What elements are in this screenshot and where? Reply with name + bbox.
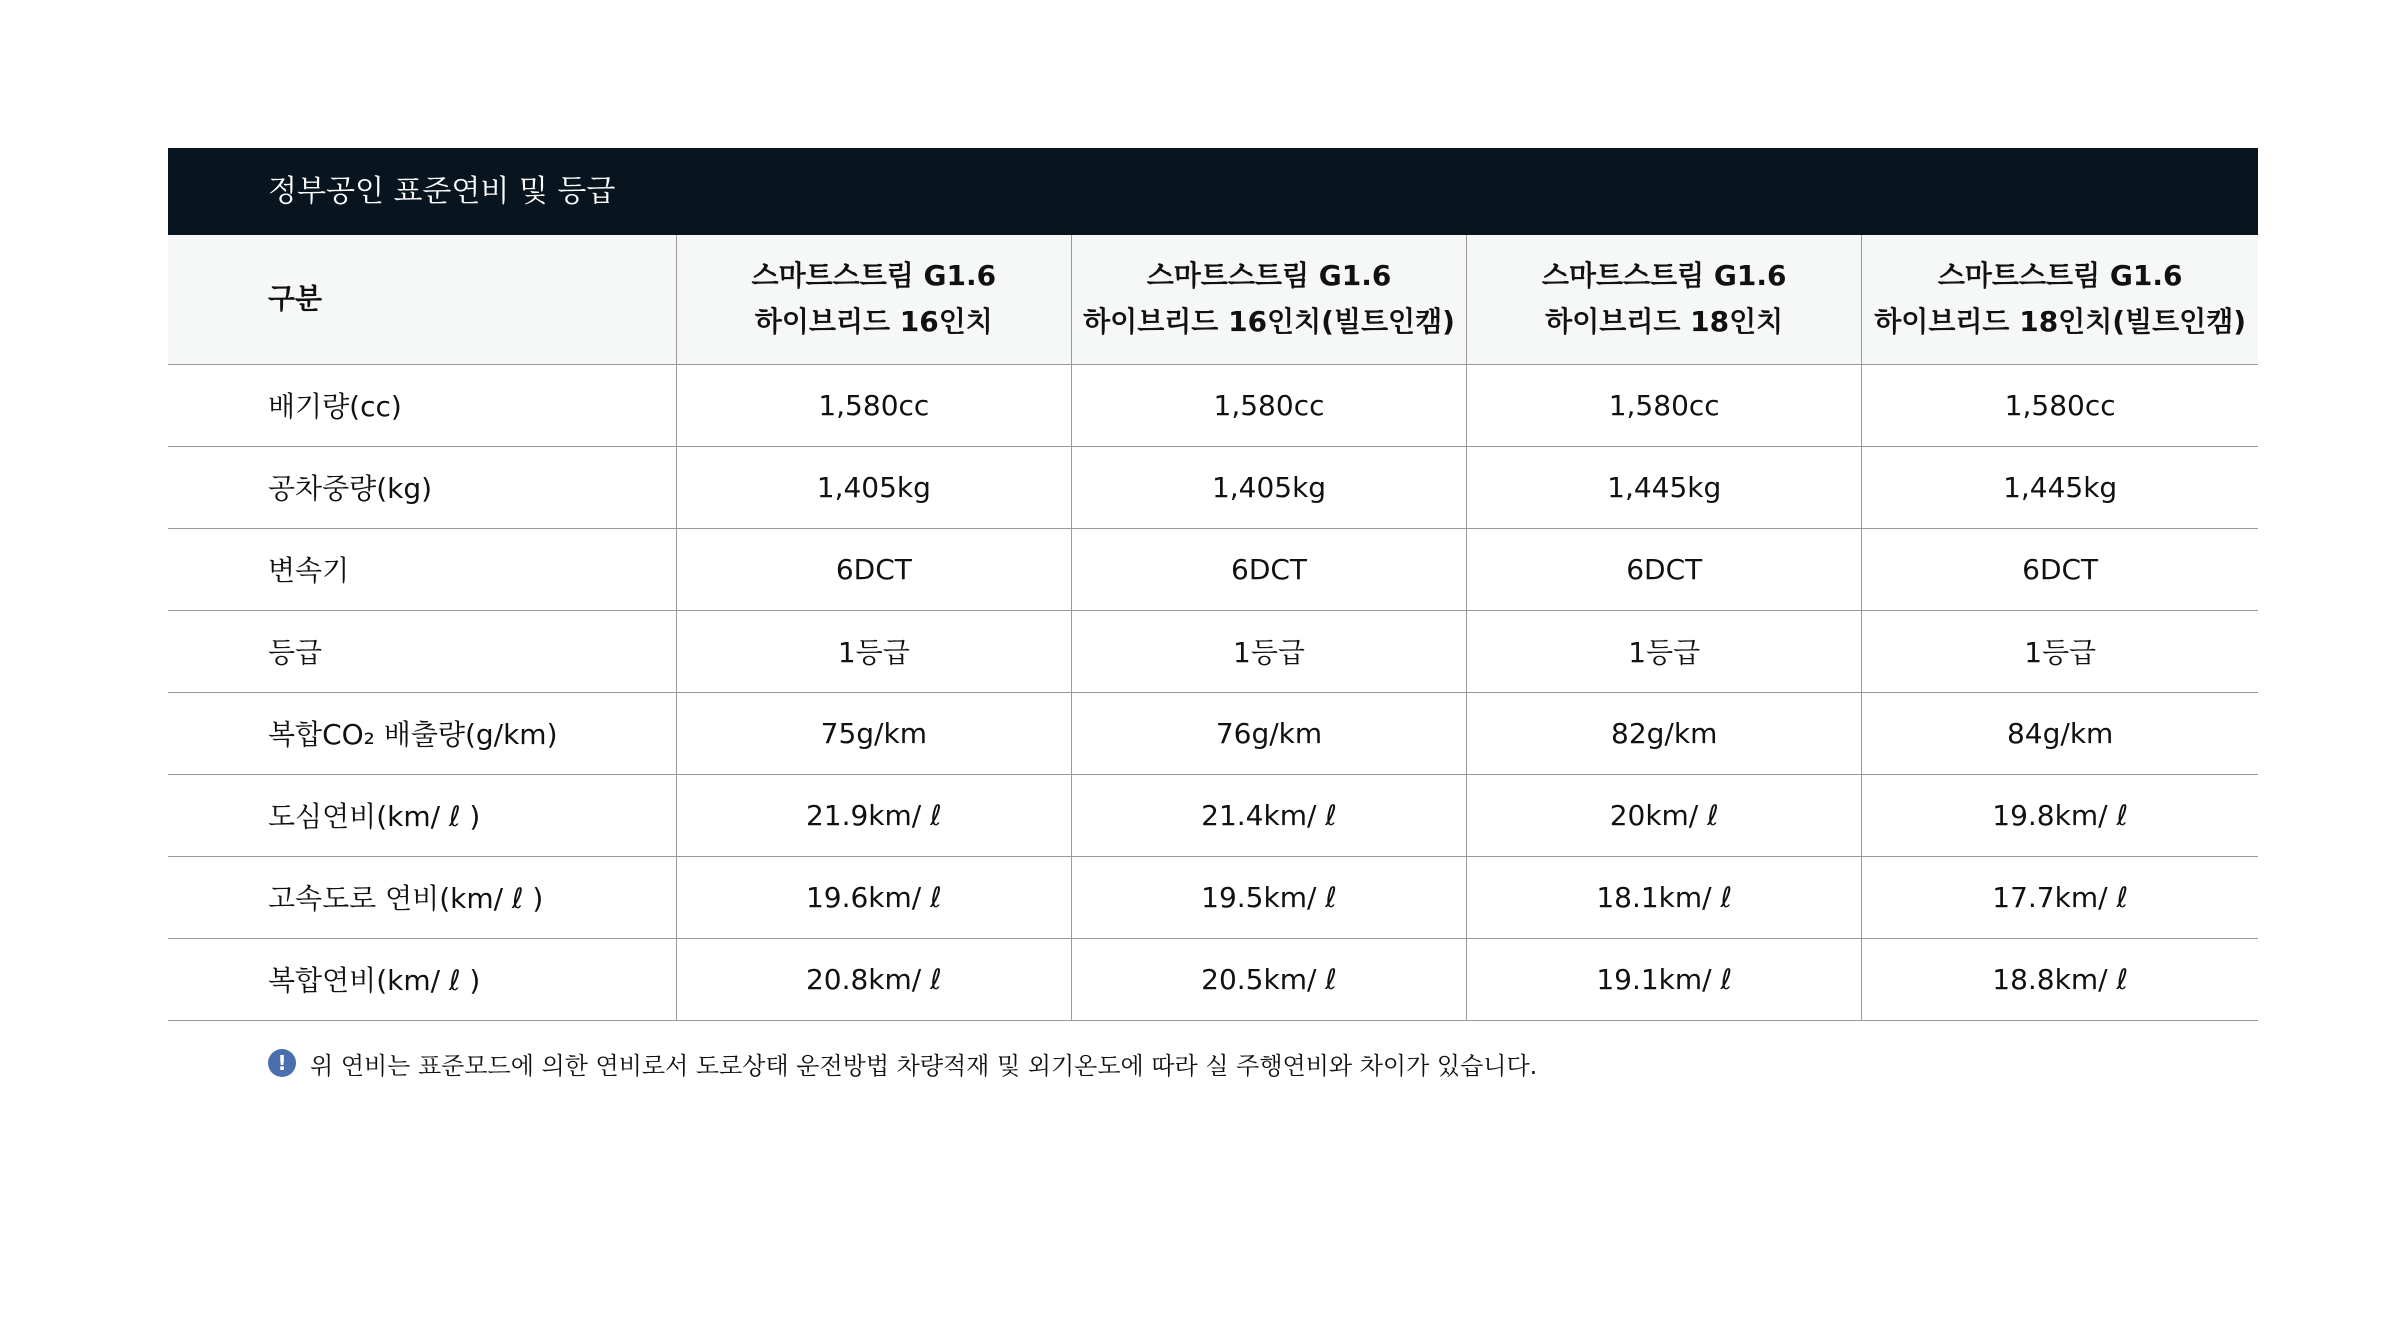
table-cell: 21.9km/ ℓ (676, 774, 1071, 856)
table-cell: 1,445kg (1467, 446, 1862, 528)
table-cell: 6DCT (1862, 528, 2258, 610)
column-header-line: 스마트스트림 G1.6 (1937, 259, 2183, 293)
table-cell: 1등급 (676, 610, 1071, 692)
table-cell: 75g/km (676, 692, 1071, 774)
footnote (268, 1046, 1537, 1080)
spec-table (168, 235, 2258, 1021)
row-label: 등급 (168, 610, 676, 692)
table-cell: 17.7km/ ℓ (1862, 856, 2258, 938)
table-cell: 84g/km (1862, 692, 2258, 774)
table-row (168, 610, 2258, 692)
column-header (1467, 235, 1862, 364)
table-cell: 20km/ ℓ (1467, 774, 1862, 856)
footnote-text: 위 연비는 표준모드에 의한 연비로서 도로상태 운전방법 차량적재 및 외기온도에 따라 실 주행연비와 차이가 있습니다. (310, 1051, 1538, 1080)
table-header-row (168, 235, 2258, 364)
column-header-line: 스마트스트림 G1.6 (751, 259, 997, 293)
table-cell: 1등급 (1467, 610, 1862, 692)
row-label: 공차중량(kg) (168, 446, 676, 528)
column-header (1862, 235, 2258, 364)
table-cell: 1,445kg (1862, 446, 2258, 528)
table-row (168, 364, 2258, 446)
column-header (1071, 235, 1466, 364)
header-label: 구분 (168, 235, 676, 364)
column-header-line: 하이브리드 18인치(빌트인캠) (1874, 305, 2247, 339)
row-label: 변속기 (168, 528, 676, 610)
column-header-line: 하이브리드 18인치 (1545, 305, 1784, 339)
table-cell: 19.8km/ ℓ (1862, 774, 2258, 856)
table-cell: 19.6km/ ℓ (676, 856, 1071, 938)
table-cell: 19.1km/ ℓ (1467, 938, 1862, 1020)
row-label: 배기량(cc) (168, 364, 676, 446)
table-cell: 1,580cc (1467, 364, 1862, 446)
column-header-line: 하이브리드 16인치 (754, 305, 993, 339)
column-header-line: 하이브리드 16인치(빌트인캠) (1083, 305, 1455, 339)
table-cell: 21.4km/ ℓ (1071, 774, 1466, 856)
table-row (168, 938, 2258, 1020)
table-cell: 19.5km/ ℓ (1071, 856, 1466, 938)
column-header-line: 스마트스트림 G1.6 (1146, 259, 1392, 293)
row-label: 복합연비(km/ ℓ ) (168, 938, 676, 1020)
table-cell: 1,405kg (1071, 446, 1466, 528)
table-cell: 18.1km/ ℓ (1467, 856, 1862, 938)
table-row (168, 528, 2258, 610)
table-row (168, 692, 2258, 774)
table-cell: 1,405kg (676, 446, 1071, 528)
table-cell: 6DCT (1467, 528, 1862, 610)
table-row (168, 446, 2258, 528)
row-label: 복합CO₂ 배출량(g/km) (168, 692, 676, 774)
table-cell: 76g/km (1071, 692, 1466, 774)
table-cell: 6DCT (676, 528, 1071, 610)
row-label: 고속도로 연비(km/ ℓ ) (168, 856, 676, 938)
fuel-efficiency-panel (168, 148, 2258, 1021)
table-cell: 1,580cc (1862, 364, 2258, 446)
table-cell: 1등급 (1071, 610, 1466, 692)
table-cell: 1등급 (1862, 610, 2258, 692)
table-title: 정부공인 표준연비 및 등급 (168, 148, 2258, 235)
info-icon: ! (268, 1049, 296, 1077)
table-cell: 20.5km/ ℓ (1071, 938, 1466, 1020)
table-cell: 20.8km/ ℓ (676, 938, 1071, 1020)
column-header-line: 스마트스트림 G1.6 (1541, 259, 1787, 293)
row-label: 도심연비(km/ ℓ ) (168, 774, 676, 856)
column-header (676, 235, 1071, 364)
table-row (168, 856, 2258, 938)
table-cell: 82g/km (1467, 692, 1862, 774)
table-cell: 6DCT (1071, 528, 1466, 610)
table-cell: 1,580cc (1071, 364, 1466, 446)
table-cell: 1,580cc (676, 364, 1071, 446)
table-row (168, 774, 2258, 856)
table-cell: 18.8km/ ℓ (1862, 938, 2258, 1020)
